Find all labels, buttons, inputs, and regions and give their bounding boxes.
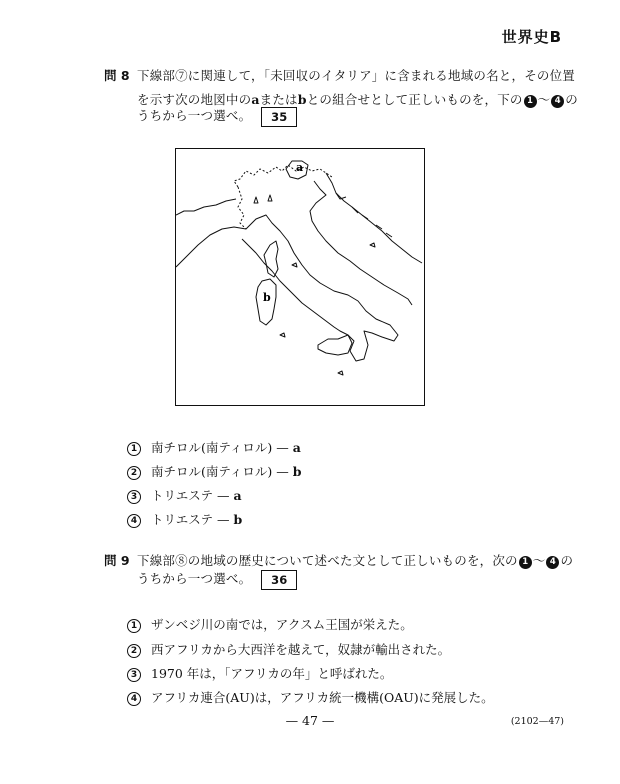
q9-label: 問 9: [104, 553, 130, 568]
choice-range-start: 1: [524, 95, 537, 108]
q9-option-4[interactable]: 4 アフリカ連合(AU)は，アフリカ統一機構(OAU)に発展した。: [126, 688, 494, 706]
map-letter-a-ref: a: [251, 92, 260, 107]
q8-line-1: 下線部⑦に関連して，「未回収のイタリア」に含まれる地域の名と，その位置: [137, 68, 576, 83]
subject-header: 世界史B: [501, 28, 562, 46]
map-letter-b-ref: b: [297, 92, 307, 107]
choice-range-start: 1: [519, 556, 532, 569]
option-number: 1: [127, 442, 141, 456]
q9-option-1[interactable]: 1 ザンベジ川の南では，アクスム王国が栄えた。: [126, 615, 413, 633]
q8-label: 問 8: [104, 68, 130, 83]
q9-option-3[interactable]: 3 1970 年は，「アフリカの年」と呼ばれた。: [126, 664, 392, 682]
q8-option-3[interactable]: 3 トリエステ — a: [126, 486, 242, 504]
q9-option-2[interactable]: 2 西アフリカから大西洋を越えて，奴隷が輸出された。: [126, 640, 450, 658]
option-number: 2: [127, 466, 141, 480]
sicily-outline: [318, 335, 352, 355]
option-number: 4: [127, 692, 141, 706]
northern-border: [234, 165, 332, 187]
map-label-a: a: [296, 161, 304, 174]
option-number: 1: [127, 619, 141, 633]
option-number: 4: [127, 514, 141, 528]
mainland-coast: [176, 215, 398, 361]
option-number: 2: [127, 644, 141, 658]
q8-option-1[interactable]: 1 南チロル(南ティロル) — a: [126, 438, 301, 456]
print-code: (2102—47): [510, 716, 564, 727]
dalmatian-coast: [326, 173, 422, 263]
italy-map: [175, 148, 425, 406]
choice-range-end: 4: [551, 95, 564, 108]
option-number: 3: [127, 490, 141, 504]
q8-line-3: うちから一つ選べ。 35: [137, 104, 297, 128]
q9-line-2: うちから一つ選べ。 36: [137, 567, 297, 591]
choice-range-end: 4: [546, 556, 559, 569]
option-number: 3: [127, 668, 141, 682]
page-number: — 47 —: [285, 713, 335, 728]
q8-option-2[interactable]: 2 南チロル(南ティロル) — b: [126, 462, 301, 480]
q9-line-1: 下線部⑧の地域の歴史について述べた文として正しいものを，次の 1 ～ 4 の: [137, 553, 574, 568]
q9-answer-box: 36: [261, 570, 297, 590]
q8-option-4[interactable]: 4 トリエステ — b: [126, 510, 242, 528]
corsica-outline: [264, 241, 278, 277]
q8-line-2: を示す次の地図中のaまたはbとの組合せとして正しいものを，下の 1 ～ 4 の: [137, 92, 578, 107]
map-label-b: b: [263, 291, 271, 304]
q8-answer-box: 35: [261, 107, 297, 127]
western-border: [238, 187, 246, 229]
italy-map-drawing: [176, 149, 424, 405]
